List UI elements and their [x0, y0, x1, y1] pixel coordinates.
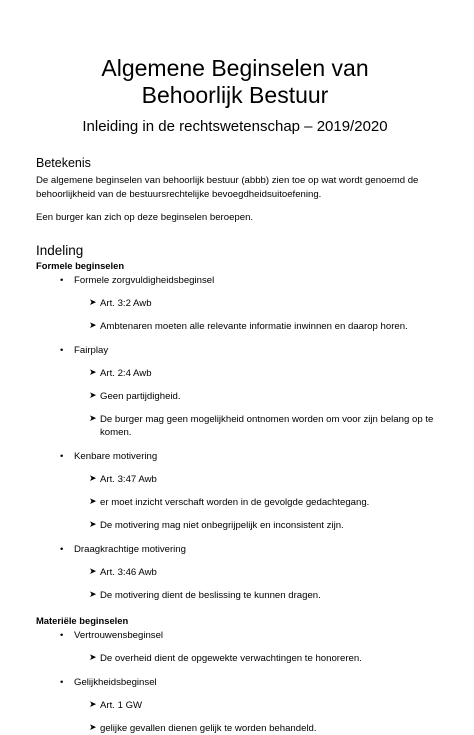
bullet-icon: •	[60, 630, 64, 641]
bullet-icon: •	[60, 544, 64, 555]
arrow-bullet-icon: ➤	[89, 722, 97, 732]
sub-item: ➤ Ambtenaren moeten alle relevante informatie inwinnen en daarop horen.	[89, 320, 408, 332]
arrow-bullet-icon: ➤	[89, 390, 97, 400]
list-item-gelijkheidsbeginsel: • Gelijkheidsbeginsel	[60, 677, 157, 688]
arrow-bullet-icon: ➤	[89, 589, 97, 599]
section-heading-betekenis: Betekenis	[36, 156, 91, 170]
betekenis-paragraph-1: De algemene beginselen van behoorlijk bestuur (abbb) zien toe op wat wordt genoemd de behoorlijkheid van de bestuursrechtelijke bevoegdheidsuitoefening.	[36, 175, 419, 200]
arrow-bullet-icon: ➤	[89, 519, 97, 529]
arrow-bullet-icon: ➤	[89, 496, 97, 506]
arrow-bullet-icon: ➤	[89, 297, 97, 307]
bullet-icon: •	[60, 677, 64, 688]
arrow-bullet-icon: ➤	[89, 652, 97, 662]
list-item-formele-zorgvuldigheid: • Formele zorgvuldigheidsbeginsel	[60, 275, 215, 286]
title-line-1: Algemene Beginselen van	[101, 55, 369, 81]
list-item-vertrouwensbeginsel: • Vertrouwensbeginsel	[60, 630, 164, 641]
subheading-formele-beginselen: Formele beginselen	[36, 260, 125, 271]
sub-item: ➤ Art. 3:2 Awb	[89, 297, 152, 309]
arrow-bullet-icon: ➤	[89, 473, 97, 483]
sub-item: ➤ gelijke gevallen dienen gelijk te worden behandeld.	[89, 722, 317, 734]
betekenis-paragraph-2: Een burger kan zich op deze beginselen beroepen.	[36, 212, 254, 223]
sub-item: ➤ er moet inzicht verschaft worden in de gevolgde gedachtegang.	[89, 496, 370, 508]
bullet-icon: •	[60, 451, 64, 462]
list-item-fairplay: • Fairplay	[60, 345, 109, 356]
sub-item: ➤ De motivering mag niet onbegrijpelijk en inconsistent zijn.	[89, 519, 344, 531]
arrow-bullet-icon: ➤	[89, 320, 97, 330]
bullet-icon: •	[60, 345, 64, 356]
sub-item: ➤ Art. 3:47 Awb	[89, 473, 157, 485]
sub-item: ➤ De burger mag geen mogelijkheid ontnomen worden om voor zijn belang op te komen.	[89, 413, 434, 438]
document-subtitle: Inleiding in de rechtswetenschap – 2019/2020	[82, 118, 388, 135]
arrow-bullet-icon: ➤	[89, 413, 97, 423]
arrow-bullet-icon: ➤	[89, 566, 97, 576]
list-item-draagkrachtige-motivering: • Draagkrachtige motivering	[60, 544, 186, 555]
list-item-kenbare-motivering: • Kenbare motivering	[60, 451, 158, 462]
sub-item: ➤ De motivering dient de beslissing te kunnen dragen.	[89, 589, 321, 601]
title-line-2: Behoorlijk Bestuur	[141, 82, 329, 108]
sub-item: ➤ Art. 2:4 Awb	[89, 367, 152, 379]
arrow-bullet-icon: ➤	[89, 367, 97, 377]
section-heading-indeling: Indeling	[36, 243, 84, 258]
sub-item: ➤ Art. 3:46 Awb	[89, 566, 157, 578]
document-title	[36, 55, 434, 109]
sub-item: ➤ Geen partijdigheid.	[89, 390, 181, 402]
arrow-bullet-icon: ➤	[89, 699, 97, 709]
sub-item: ➤ De overheid dient de opgewekte verwachtingen te honoreren.	[89, 652, 362, 664]
bullet-icon: •	[60, 275, 64, 286]
subheading-materiele-beginselen: Materiële beginselen	[36, 615, 129, 626]
sub-item: ➤ Art. 1 GW	[89, 699, 143, 711]
